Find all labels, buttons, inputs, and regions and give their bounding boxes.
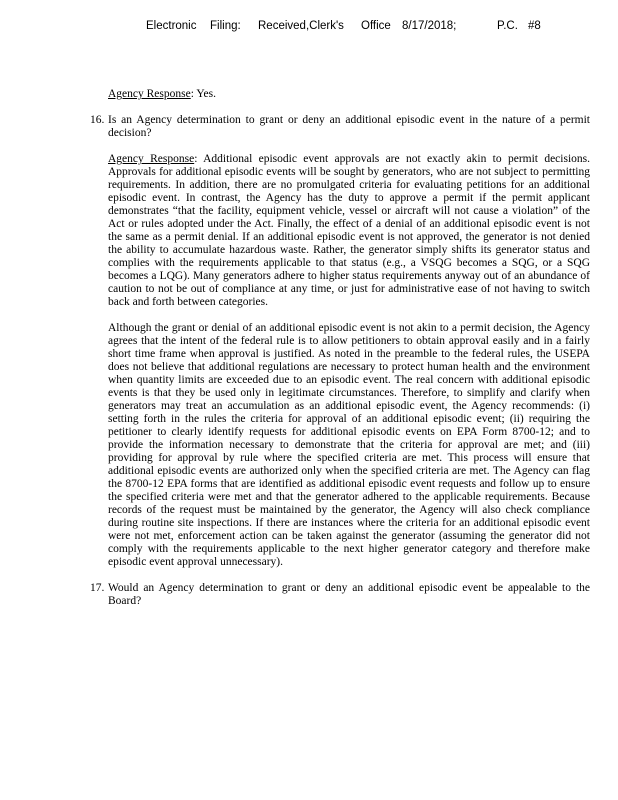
- response-text: : Additional episodic event approvals are not exactly akin to permit decisions. Approvals for additional episodic events will be sought by generators, who are not subject to permitting requirements. In addition, there are no promulgated criteria for evaluating petitions for an additional episodic event. In contrast, the Agency has the duty to approve a permit if the permit applicant demonstrates “that the facility, equipment vehicle, vessel or aircraft will not cause a violation” of the Act or rules adopted under the Act. Finally, the effect of a denial of an additional episodic event is not the same as a permit denial. If an additional episodic event is not approved, the generator is not denied the ability to accumulate hazardous waste. Rather, the generator simply shifts its generator status and complies with the requirements applicable to that status (e.g., a VSQG becomes a SQG, or a SQG becomes a LQG). Many generators adhere to higher status requirements anyway out of an abundance of caution to not be out of compliance at any time, or just for administrative ease of not having to switch back and forth between categories.: [108, 153, 590, 308]
- header-date: 8/17/2018;: [402, 20, 457, 32]
- question-16: [90, 114, 590, 140]
- question-number: 17.: [90, 582, 105, 594]
- agency-response-label: Agency Response: [108, 88, 191, 100]
- header-office: Office: [361, 20, 391, 32]
- q16-response-paragraph-1: [108, 153, 590, 309]
- document-body: [90, 88, 590, 608]
- question-text: Is an Agency determination to grant or deny an additional episodic event in the nature of a permit decision?: [108, 114, 590, 139]
- header-electronic: Electronic: [146, 20, 197, 32]
- agency-response-text: : Yes.: [190, 88, 216, 100]
- question-17: [90, 582, 590, 608]
- header-pc: P.C.: [497, 20, 518, 32]
- q16-response-paragraph-2: Although the grant or denial of an additional episodic event is not akin to a permit decision, the Agency agrees that the intent of the federal rule is to allow petitioners to obtain approval easily and in a fairly short time frame when approval is justified. As noted in the preamble to the federal rules, the USEPA does not believe that additional regulations are necessary to protect human health and the environment when quantity limits are exceeded due to an episodic event. The real concern with additional episodic events is that they be used only in legitimate circumstances. Therefore, to simplify and clarify when generators may treat an accumulation as an additional episodic event, the Agency recommends: (i) setting forth in the rules the criteria for approval of an additional episodic event; (ii) requiring the petitioner to clearly identify requests for additional episodic events on EPA Form 8700-12; and to provide the information necessary to demonstrate that the criteria for approval are met; and (iii) providing for approval by rule where the specified criteria are met. This process will ensure that additional episodic events are authorized only when the specified criteria are met. The Agency can flag the 8700-12 EPA forms that are identified as additional episodic event requests and follow up to ensure the specified criteria were met and that the generator adhered to the applicable requirements. Because records of the request must be maintained by the generator, the Agency will also check compliance during routine site inspections. If there are instances where the criteria for an additional episodic event were not met, enforcement action can be taken against the generator (assuming the generator did not comply with the requirements applicable to the next higher generator category and therefore make episodic event approval unnecessary).: [108, 322, 590, 568]
- q15-response: [108, 88, 590, 101]
- header-filing: Filing:: [210, 20, 241, 32]
- header-received: Received,Clerk's: [258, 20, 344, 32]
- question-text: Would an Agency determination to grant or deny an additional episodic event be appealable to the Board?: [108, 582, 590, 607]
- header-pc-number: #8: [528, 20, 541, 32]
- question-number: 16.: [90, 114, 105, 126]
- agency-response-label: Agency Response: [108, 153, 195, 165]
